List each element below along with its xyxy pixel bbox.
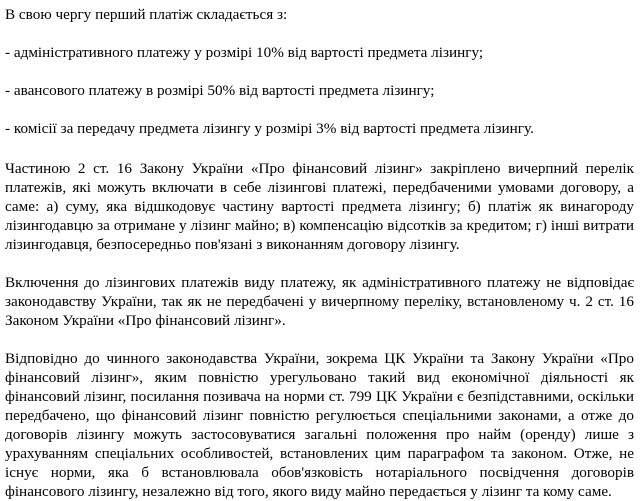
paragraph-legislation: Відповідно до чинного законодавства України, зокрема ЦК України та Закону України «Про фінансовий лізинг», яким повністю урегульовано такий вид економічної діяльності як фінансовий лізинг, посилання позивача на норми ст. 799 ЦК України є безпідставними, оскільки передбачено, що фінансовий лізинг повністю регулюється спеціальними законами, а отже до договорів лізингу можуть застосовуватися загальні положення про найм (оренду) лише з урахуванням спеціальних особливостей, встановлених цим параграфом та законом. Отже, не існує норми, яка б встановлювала обов'язковість нотаріального посвідчення договорів фінансового лізингу, незалежно від того, якого виду майно передається у лізинг та кому саме. bbox=[5, 350, 634, 500]
list-item-advance-payment: - авансового платежу в розмірі 50% від вартості предмета лізингу; bbox=[5, 82, 435, 99]
list-item-admin-fee: - адміністративного платежу у розмірі 10% від вартості предмета лізингу; bbox=[5, 44, 484, 61]
paragraph-admin-fee-inclusion: Включення до лізингових платежів виду платежу, як адміністративного платежу не відповідає законодавству України, так як не передбачені у вичерпному переліку, встановленому ч. 2 ст. 16 Законом України «Про фінансовий лізинг». bbox=[5, 274, 634, 329]
intro-line: В свою чергу перший платіж складається з: bbox=[5, 6, 288, 23]
paragraph-law-article: Частиною 2 ст. 16 Закону України «Про фінансовий лізинг» закріплено вичерпний перелік платежів, які можуть включати в себе лізингові платежі, передбаченими умовами договору, а саме: а) суму, яка відшкодовує частину вартості предмета лізингу; б) платіж як винагороду лізингодавцю за отримане у лізинг майно; в) компенсацію відсотків за кредитом; г) інші витрати лізингодавця, безпосередньо пов'язані з виконанням договору лізингу. bbox=[5, 160, 634, 253]
list-item-commission: - комісії за передачу предмета лізингу у розмірі 3% від вартості предмета лізингу. bbox=[5, 120, 534, 137]
